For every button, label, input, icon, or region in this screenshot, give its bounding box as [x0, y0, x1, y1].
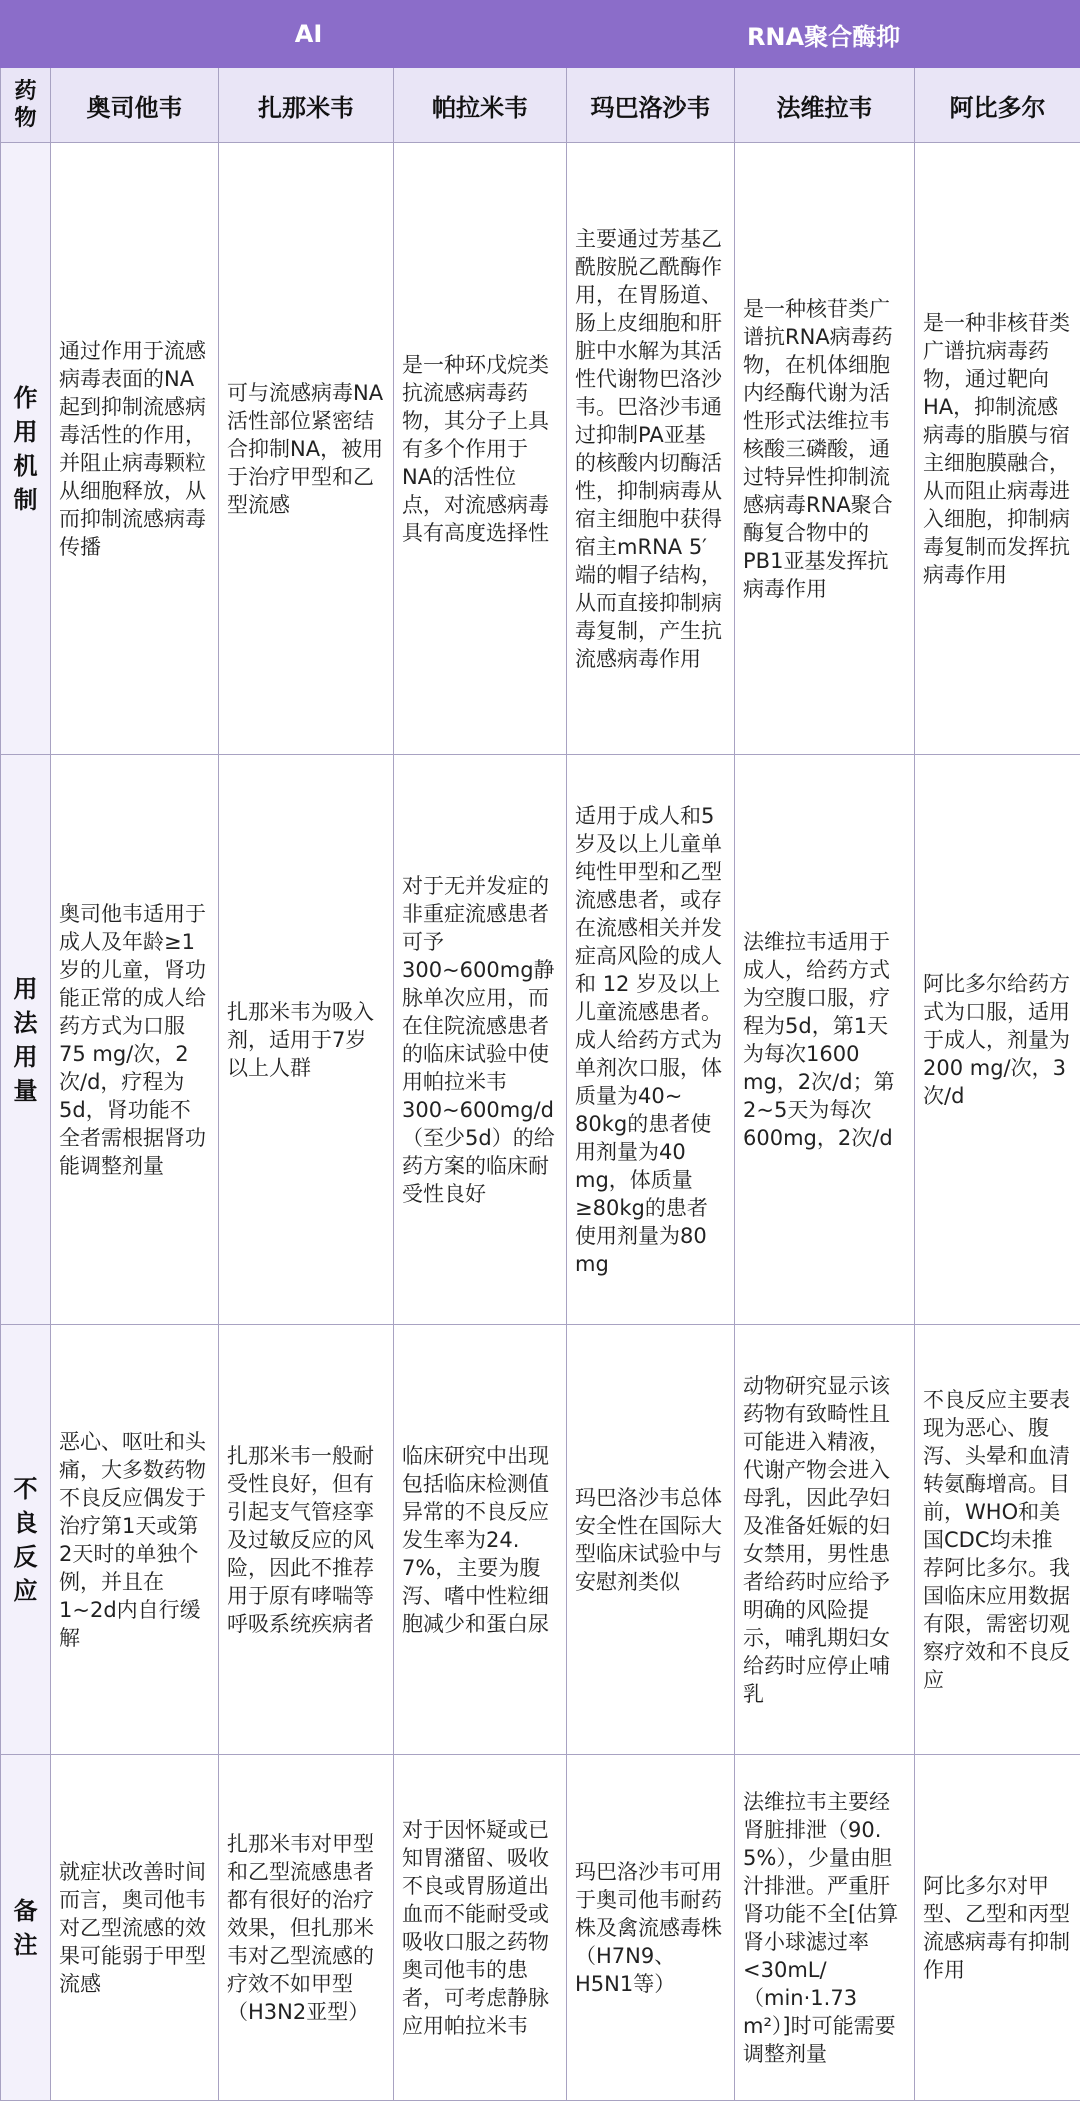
group-header-row — [1, 1, 1080, 68]
row-label: 备注 — [1, 1755, 51, 2101]
drug-header: 奥司他韦 — [51, 68, 219, 143]
drug-header-row — [1, 68, 1080, 143]
group-header-ai: AI — [51, 1, 567, 68]
table-cell: 适用于成人和5 岁及以上儿童单纯性甲型和乙型流感患者，或存在流感相关并发症高风险的成人和 12 岁及以上儿童流感患者。成人给药方式为单剂次口服，体质量为40~ 80kg的患者使用剂量为40 mg，体质量≥80kg的患者使用剂量为80 mg — [567, 755, 735, 1325]
row-label: 用法用量 — [1, 755, 51, 1325]
drug-header: 玛巴洛沙韦 — [567, 68, 735, 143]
table-cell: 是一种环戊烷类抗流感病毒药物，其分子上具有多个作用于NA的活性位点，对流感病毒具有高度选择性 — [394, 143, 567, 755]
row-label: 作用机制 — [1, 143, 51, 755]
drug-header: 帕拉米韦 — [394, 68, 567, 143]
table-row-mechanism — [1, 143, 1080, 755]
table-cell: 主要通过芳基乙酰胺脱乙酰酶作用，在胃肠道、肠上皮细胞和肝脏中水解为其活性代谢物巴洛沙韦。巴洛沙韦通过抑制PA亚基的核酸内切酶活性，抑制病毒从宿主细胞中获得宿主mRNA 5′端的帽子结构，从而直接抑制病毒复制，产生抗流感病毒作用 — [567, 143, 735, 755]
table-cell: 通过作用于流感病毒表面的NA起到抑制流感病毒活性的作用，并阻止病毒颗粒从细胞释放，从而抑制流感病毒传播 — [51, 143, 219, 755]
table-cell: 法维拉韦主要经肾脏排泄（90. 5%），少量由胆汁排泄。严重肝肾功能不全[估算肾小球滤过率<30mL/（min·1.73 m²）]时可能需要调整剂量 — [735, 1755, 915, 2101]
table-cell: 是一种核苷类广谱抗RNA病毒药物，在机体细胞内经酶代谢为活性形式法维拉韦核酸三磷酸，通过特异性抑制流感病毒RNA聚合酶复合物中的PB1亚基发挥抗病毒作用 — [735, 143, 915, 755]
table-cell: 阿比多尔对甲型、乙型和丙型流感病毒有抑制作用 — [915, 1755, 1080, 2101]
drug-header: 法维拉韦 — [735, 68, 915, 143]
table-cell: 扎那米韦对甲型和乙型流感患者都有很好的治疗效果，但扎那米韦对乙型流感的疗效不如甲型（H3N2亚型） — [219, 1755, 394, 2101]
table-cell: 法维拉韦适用于成人，给药方式为空腹口服，疗程为5d，第1天为每次1600 mg，2次/d；第2~5天为每次600mg，2次/d — [735, 755, 915, 1325]
group-header-rna: RNA聚合酶抑 — [567, 1, 1080, 68]
table-row-notes — [1, 1755, 1080, 2101]
table-cell: 动物研究显示该药物有致畸性且可能进入精液，代谢产物会进入母乳，因此孕妇及准备妊娠的妇女禁用，男性患者给药时应给予明确的风险提示，哺乳期妇女给药时应停止哺乳 — [735, 1325, 915, 1755]
drug-header: 阿比多尔 — [915, 68, 1080, 143]
table-cell: 临床研究中出现包括临床检测值异常的不良反应发生率为24. 7%，主要为腹泻、嗜中性粒细胞减少和蛋白尿 — [394, 1325, 567, 1755]
table-cell: 可与流感病毒NA活性部位紧密结合抑制NA，被用于治疗甲型和乙型流感 — [219, 143, 394, 755]
row-label: 不良反应 — [1, 1325, 51, 1755]
table-cell: 玛巴洛沙韦总体安全性在国际大型临床试验中与安慰剂类似 — [567, 1325, 735, 1755]
group-header-blank — [1, 1, 51, 68]
table-row-dosage — [1, 755, 1080, 1325]
table-cell: 就症状改善时间而言，奥司他韦对乙型流感的效果可能弱于甲型流感 — [51, 1755, 219, 2101]
table-cell: 奥司他韦适用于成人及年龄≥1岁的儿童，肾功能正常的成人给药方式为口服75 mg/次，2次/d，疗程为5d，肾功能不全者需根据肾功能调整剂量 — [51, 755, 219, 1325]
corner-label: 药物 — [1, 68, 51, 143]
table-cell: 不良反应主要表现为恶心、腹泻、头晕和血清转氨酶增高。目前，WHO和美国CDC均未推荐阿比多尔。我国临床应用数据有限，需密切观察疗效和不良反应 — [915, 1325, 1080, 1755]
table-cell: 对于无并发症的非重症流感患者可予300~600mg静脉单次应用，而在住院流感患者的临床试验中使用帕拉米韦300~600mg/d（至少5d）的给药方案的临床耐受性良好 — [394, 755, 567, 1325]
table-cell: 是一种非核苷类广谱抗病毒药物，通过靶向HA，抑制流感病毒的脂膜与宿主细胞膜融合，从而阻止病毒进入细胞，抑制病毒复制而发挥抗病毒作用 — [915, 143, 1080, 755]
table-cell: 玛巴洛沙韦可用于奥司他韦耐药株及禽流感毒株（H7N9、H5N1等） — [567, 1755, 735, 2101]
table-row-adverse — [1, 1325, 1080, 1755]
table-cell: 对于因怀疑或已知胃潴留、吸收不良或胃肠道出血而不能耐受或吸收口服之药物奥司他韦的患者，可考虑静脉应用帕拉米韦 — [394, 1755, 567, 2101]
table-cell: 恶心、呕吐和头痛，大多数药物不良反应偶发于治疗第1天或第2天时的单独个例，并且在1~2d内自行缓解 — [51, 1325, 219, 1755]
drug-header: 扎那米韦 — [219, 68, 394, 143]
table-cell: 扎那米韦为吸入剂，适用于7岁以上人群 — [219, 755, 394, 1325]
table-cell: 阿比多尔给药方式为口服，适用于成人，剂量为200 mg/次，3次/d — [915, 755, 1080, 1325]
table-cell: 扎那米韦一般耐受性良好，但有引起支气管痉挛及过敏反应的风险，因此不推荐用于原有哮喘等呼吸系统疾病者 — [219, 1325, 394, 1755]
